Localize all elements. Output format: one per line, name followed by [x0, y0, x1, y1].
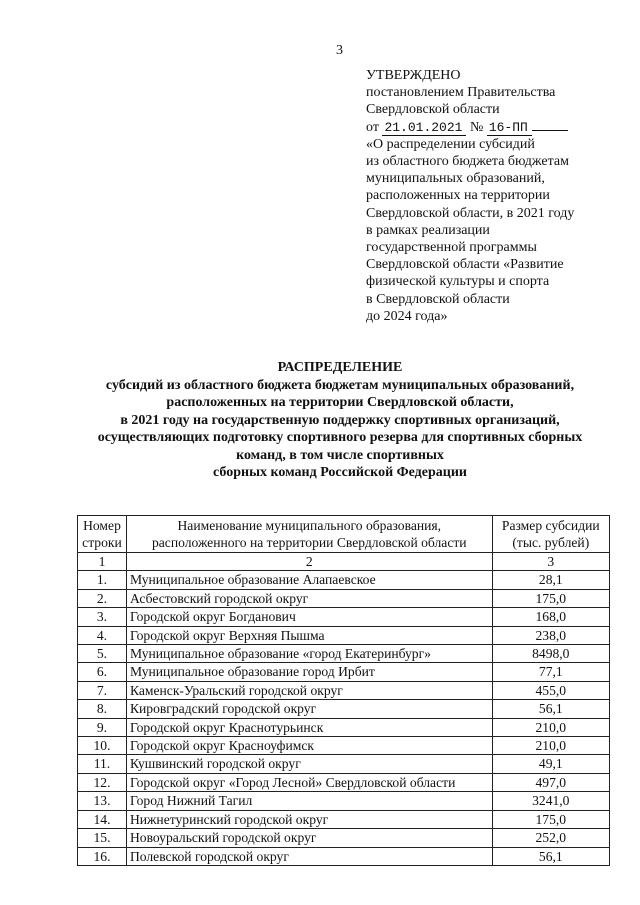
row-number: 15. [78, 829, 127, 847]
row-number: 8. [78, 700, 127, 718]
approval-stamp [366, 67, 616, 325]
table-body [78, 553, 610, 866]
subsidy-amount: 49,1 [492, 755, 609, 773]
table-row [78, 718, 610, 736]
row-number: 6. [78, 663, 127, 681]
table-row [78, 589, 610, 607]
approval-subject-line: расположенных на территории [366, 188, 550, 204]
table-row [78, 663, 610, 681]
table-row [78, 792, 610, 810]
column-index: 2 [126, 553, 492, 571]
municipality-name: Муниципальное образование город Ирбит [126, 663, 492, 681]
row-number: 9. [78, 718, 127, 736]
table-row [78, 829, 610, 847]
number-prefix: № [469, 119, 484, 135]
municipality-name: Асбестовский городской округ [126, 589, 492, 607]
number-blank-line [532, 130, 568, 131]
table-row [78, 700, 610, 718]
municipality-name: Город Нижний Тагил [126, 792, 492, 810]
subsidy-amount: 497,0 [492, 773, 609, 791]
municipality-name: Кировградский городской округ [126, 700, 492, 718]
municipality-name: Полевской городской округ [126, 847, 492, 865]
table-row [78, 847, 610, 865]
title-line: сборных команд Российской Федерации [213, 465, 467, 480]
row-number: 4. [78, 626, 127, 644]
approval-subject-line: из областного бюджета бюджетам [366, 154, 569, 170]
municipality-name: Кушвинский городской округ [126, 755, 492, 773]
subsidy-amount: 210,0 [492, 718, 609, 736]
subsidy-table [77, 515, 610, 866]
title-line: расположенных на территории Свердловской области, [166, 395, 514, 410]
subsidy-amount: 56,1 [492, 847, 609, 865]
title-line: команд, в том числе спортивных [236, 447, 444, 463]
title-line: в 2021 году на государственную поддержку спортивных организаций, [120, 412, 560, 428]
approval-number: 16-ПП [487, 121, 532, 136]
table-row [78, 571, 610, 589]
approval-subject-line: Свердловской области «Развитие [366, 257, 564, 273]
municipality-name: Муниципальное образование Алапаевское [126, 571, 492, 589]
table-row [78, 681, 610, 699]
header-row-number [78, 516, 127, 553]
table-row [78, 626, 610, 644]
table-row [78, 608, 610, 626]
municipality-name: Городской округ Верхняя Пышма [126, 626, 492, 644]
subsidy-amount: 56,1 [492, 700, 609, 718]
header-text: Наименование муниципального образования, [177, 518, 442, 533]
from-prefix: от [366, 119, 379, 135]
header-subsidy-amount [492, 516, 609, 553]
table-row [78, 755, 610, 773]
header-text: Номер [83, 518, 121, 533]
header-municipality [126, 516, 492, 553]
row-number: 10. [78, 737, 127, 755]
approval-subject-line: государственной программы [366, 240, 537, 256]
approval-date: 21.01.2021 [382, 121, 466, 136]
municipality-name: Городской округ «Город Лесной» Свердловской области [126, 773, 492, 791]
subsidy-amount: 210,0 [492, 737, 609, 755]
table-row [78, 645, 610, 663]
approval-subject-line: в рамках реализации [366, 222, 490, 238]
table-row [78, 737, 610, 755]
header-text: Размер субсидии [501, 518, 600, 533]
municipality-name: Муниципальное образование «город Екатеринбург» [126, 645, 492, 663]
approval-heading: УТВЕРЖДЕНО [366, 68, 461, 83]
subsidy-amount: 77,1 [492, 663, 609, 681]
subsidy-amount: 455,0 [492, 681, 609, 699]
table-row [78, 810, 610, 828]
column-index: 3 [492, 553, 609, 571]
approval-date-number [366, 119, 616, 136]
header-text: (тыс. рублей) [512, 535, 590, 550]
row-number: 16. [78, 847, 127, 865]
title-heading: РАСПРЕДЕЛЕНИЕ [277, 360, 403, 375]
approval-subject-line: Свердловской области, в 2021 году [366, 205, 575, 221]
subsidy-amount: 3241,0 [492, 792, 609, 810]
title-line: субсидий из областного бюджета бюджетам муниципальных образований, [105, 377, 575, 393]
row-number: 5. [78, 645, 127, 663]
row-number: 12. [78, 773, 127, 791]
municipality-name: Городской округ Красноуфимск [126, 737, 492, 755]
approval-line: постановлением Правительства [366, 85, 556, 101]
subsidy-amount: 8498,0 [492, 645, 609, 663]
approval-subject-line: «О распределении субсидий [366, 136, 535, 152]
page-number: 3 [336, 43, 343, 58]
municipality-name: Городской округ Богданович [126, 608, 492, 626]
municipality-name: Новоуральский городской округ [126, 829, 492, 847]
row-number: 14. [78, 810, 127, 828]
table-row [78, 773, 610, 791]
row-number: 2. [78, 589, 127, 607]
subsidy-amount: 28,1 [492, 571, 609, 589]
header-text: расположенного на территории Свердловской области [151, 535, 467, 550]
title-line: осуществляющих подготовку спортивного резерва для спортивных сборных [97, 430, 583, 445]
column-index: 1 [78, 553, 127, 571]
municipality-name: Нижнетуринский городской округ [126, 810, 492, 828]
subsidy-amount: 168,0 [492, 608, 609, 626]
row-number: 3. [78, 608, 127, 626]
municipality-name: Каменск-Уральский городской округ [126, 681, 492, 699]
column-index-row [78, 553, 610, 571]
approval-subject-line: муниципальных образований, [366, 171, 545, 187]
municipality-name: Городской округ Краснотурьинск [126, 718, 492, 736]
approval-line: Свердловской области [366, 102, 500, 118]
table-header-row [78, 516, 610, 553]
subsidy-amount: 238,0 [492, 626, 609, 644]
header-text: строки [82, 535, 122, 550]
approval-subject-line: до 2024 года» [366, 308, 448, 324]
document-title [60, 359, 620, 482]
row-number: 1. [78, 571, 127, 589]
approval-subject-line: в Свердловской области [366, 291, 510, 307]
row-number: 13. [78, 792, 127, 810]
subsidy-amount: 175,0 [492, 589, 609, 607]
row-number: 7. [78, 681, 127, 699]
subsidy-amount: 175,0 [492, 810, 609, 828]
row-number: 11. [78, 755, 127, 773]
approval-subject-line: физической культуры и спорта [366, 274, 550, 290]
subsidy-amount: 252,0 [492, 829, 609, 847]
